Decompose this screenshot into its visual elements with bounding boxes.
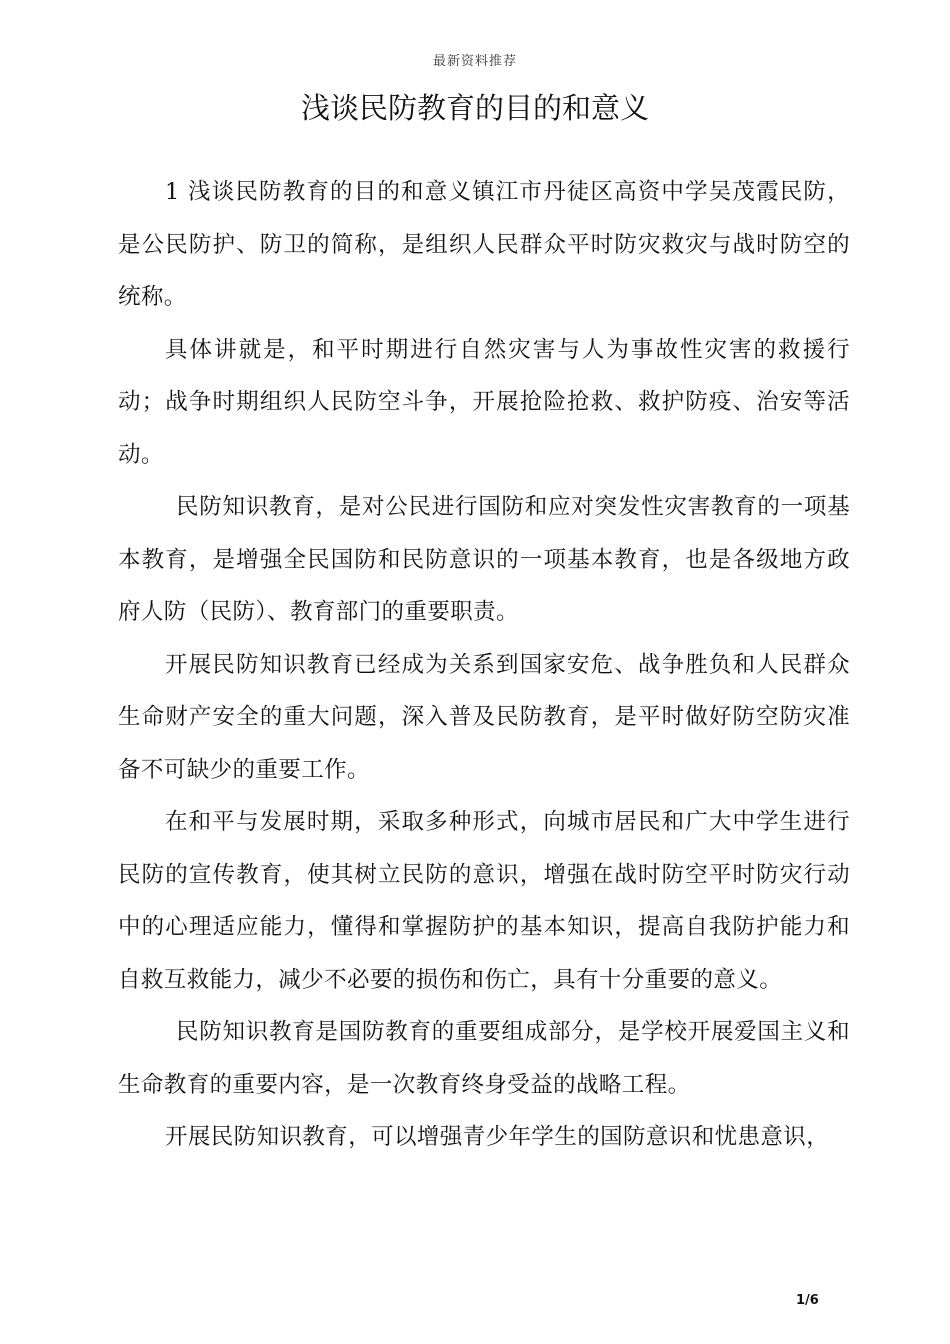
paragraph-6: 民防知识教育是国防教育的重要组成部分，是学校开展爱国主义和生命教育的重要内容，是一次教育终身受益的战略工程。 bbox=[118, 1019, 850, 1098]
page-number: 1/6 bbox=[796, 1293, 819, 1308]
paragraph-7: 开展民防知识教育，可以增强青少年学生的国防意识和忧患意识， bbox=[165, 1124, 830, 1150]
paragraph-1: 1 浅谈民防教育的目的和意义镇江市丹徒区高资中学吴茂霞民防，是公民防护、防卫的简称，是组织人民群众平时防灾救灾与战时防空的统称。 bbox=[118, 179, 850, 310]
document-title: 浅谈民防教育的目的和意义 bbox=[300, 91, 649, 125]
paragraph-3: 民防知识教育，是对公民进行国防和应对突发性灾害教育的一项基本教育，是增强全民国防和民防意识的一项基本教育，也是各级地方政府人防（民防）、教育部门的重要职责。 bbox=[118, 494, 850, 625]
paragraph-5: 在和平与发展时期，采取多种形式，向城市居民和广大中学生进行民防的宣传教育，使其树立民防的意识，增强在战时防空平时防灾行动中的心理适应能力，懂得和掌握防护的基本知识，提高自我防护能力和自救互救能力，减少不必要的损伤和伤亡，具有十分重要的意义。 bbox=[118, 809, 850, 993]
page-header: 最新资料推荐 bbox=[432, 54, 517, 69]
document-body bbox=[118, 166, 850, 1164]
paragraph-4: 开展民防知识教育已经成为关系到国家安危、战争胜负和人民群众生命财产安全的重大问题，深入普及民防教育，是平时做好防空防灾准备不可缺少的重要工作。 bbox=[118, 651, 850, 783]
paragraph-2: 具体讲就是，和平时期进行自然灾害与人为事故性灾害的救援行动；战争时期组织人民防空斗争，开展抢险抢救、救护防疫、治安等活动。 bbox=[118, 336, 850, 468]
